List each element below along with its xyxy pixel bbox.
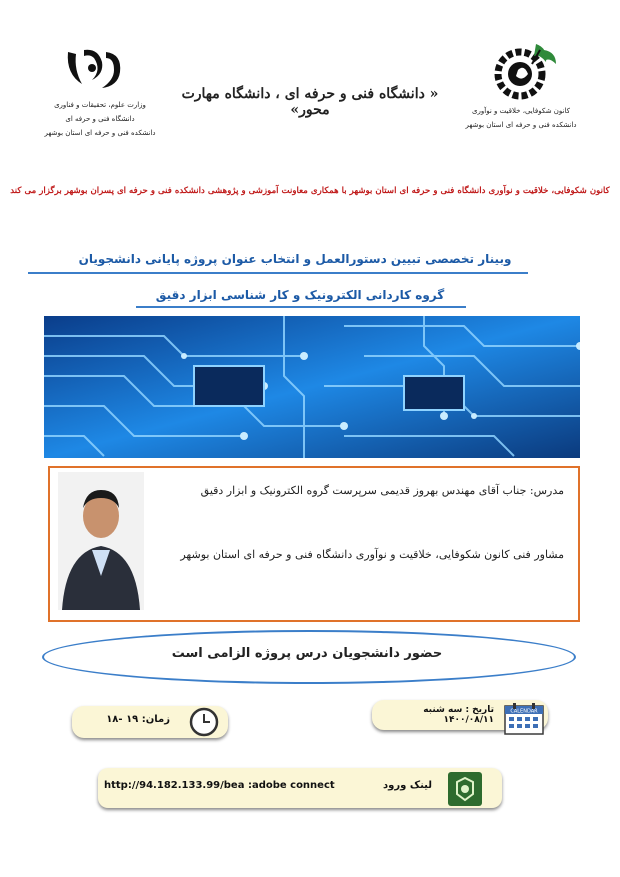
left-caption: وزارت علوم، تحقیقات و فناوری دانشگاه فنی و حرفه ای دانشکده فنی و حرفه ای استان بوشهر [44,101,156,137]
instructor-name: مدرس: جناب آقای مهندس بهروز قدیمی سرپرست گروه الکترونیک و ابزار دقیق [200,484,564,497]
date-text: تاریخ : سه شنبه ۱۴۰۰/۰۸/۱۱ [423,705,494,725]
announcement-text: کانون شکوفایی، خلاقیت و نوآوری دانشگاه فنی و حرفه ای استان بوشهر با همکاری معاونت آموزشی و پژوهشی دانشکده فنی و حرفه ای پسران بوشهر برگزار می کند [10,186,610,196]
circuit-board-image [44,316,580,458]
group-underline [136,306,466,308]
clock-icon [188,706,220,738]
webinar-title: وبینار تخصصی تبیین دستورالعمل و انتخاب عنوان پروژه پایانی دانشجویان [78,252,512,266]
adobe-connect-icon [448,772,482,806]
login-link[interactable]: http://94.182.133.99/bea :adobe connect [104,780,335,791]
title-underline [28,272,528,274]
time-text: زمان: ۱۹ -۱۸ [106,714,170,725]
right-caption: کانون شکوفایی، خلاقیت و نوآوری دانشکده فنی و حرفه ای استان بوشهر [465,107,577,129]
notice-text: حضور دانشجویان درس پروژه الزامی است [171,646,443,661]
group-title: گروه کاردانی الکترونیک و کار شناسی ابزار دقیق [155,288,445,302]
innovation-center-logo [488,40,562,104]
page-title: « دانشگاه فنی و حرفه ای ، دانشگاه مهارت محور» [181,86,439,118]
instructor-photo [58,472,144,610]
calendar-label: CALENDAR [510,708,538,715]
login-link-label: لینک ورود [383,780,432,791]
instructor-role: مشاور فنی کانون شکوفایی، خلاقیت و نوآوری دانشگاه فنی و حرفه ای استان بوشهر [180,548,564,561]
calendar-icon [504,702,544,736]
university-logo [62,44,128,92]
